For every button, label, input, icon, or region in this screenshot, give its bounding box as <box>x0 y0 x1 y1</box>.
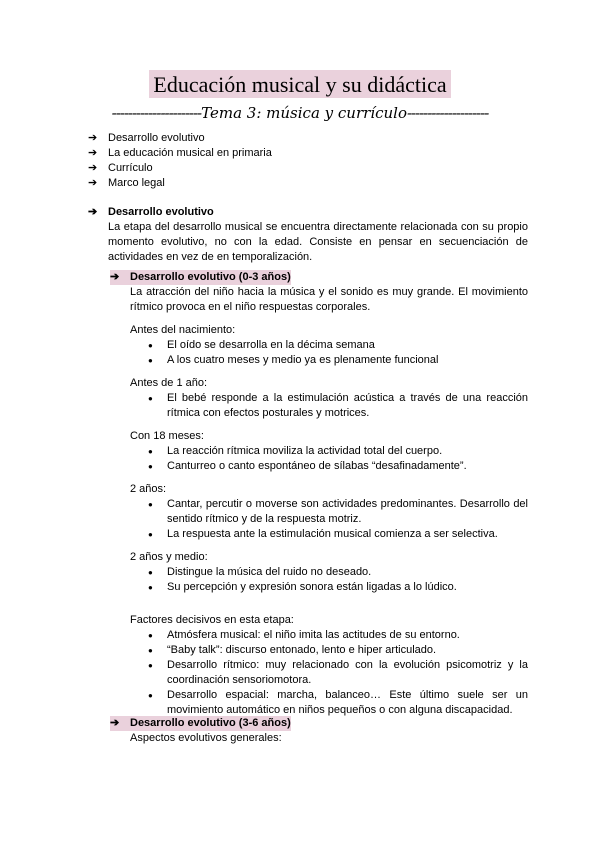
section-intro: La etapa del desarrollo musical se encuentra directamente relacionada con su propio momento evolutivo, no con la edad. Consiste en pensar en secuenciación de actividades en vez de en temporalización. <box>108 221 528 263</box>
bullet-item: ● “Baby talk”: discurso entonado, lento e hiper articulado. <box>148 643 528 658</box>
group-label: Antes de 1 año: <box>130 377 208 389</box>
bullet-item: ● Cantar, percutir o moverse son actividades predominantes. Desarrollo del sentido rítmico y de la respuesta motriz. <box>148 497 528 527</box>
bullet-list <box>148 628 528 718</box>
subsection-3-6 <box>110 716 528 746</box>
section-desarrollo-evolutivo <box>88 205 528 265</box>
toc-item <box>88 131 272 146</box>
bullet-list <box>148 497 528 542</box>
subsection-intro: Aspectos evolutivos generales: <box>130 732 282 744</box>
group-label: Con 18 meses: <box>130 430 204 442</box>
bullet-list <box>148 338 528 368</box>
toc-item <box>88 161 272 176</box>
group-label: Antes del nacimiento: <box>130 324 236 336</box>
bullet-item: ● El oído se desarrolla en la décima semana <box>148 338 528 353</box>
arrow-icon: ➔ <box>88 206 98 218</box>
document-title: Educación musical y su didáctica <box>149 70 450 98</box>
toc-item <box>88 146 272 161</box>
toc-item-label: La educación musical en primaria <box>108 147 272 159</box>
subsection-heading: Desarrollo evolutivo (3-6 años) <box>130 717 291 729</box>
bullet-list <box>148 565 528 595</box>
bullet-item: ● La respuesta ante la estimulación musical comienza a ser selectiva. <box>148 527 528 542</box>
subtitle-right-dashes: -------------------- <box>406 104 489 122</box>
bullet-item: ● Atmósfera musical: el niño imita las actitudes de su entorno. <box>148 628 528 643</box>
section-heading: Desarrollo evolutivo <box>108 206 214 218</box>
subtitle-left-dashes: ---------------------- <box>111 104 202 122</box>
bullet-item: ● Su percepción y expresión sonora están ligadas a lo lúdico. <box>148 580 528 595</box>
arrow-icon: ➔ <box>110 271 120 283</box>
bullet-item: ● Canturreo o canto espontáneo de sílabas “desafinadamente”. <box>148 459 528 474</box>
subtitle-text: Tema 3: música y currículo <box>201 104 407 122</box>
toc-item-label: Currículo <box>108 162 153 174</box>
arrow-icon: ➔ <box>88 162 98 174</box>
bullet-item: ● Distingue la música del ruido no deseado. <box>148 565 528 580</box>
subsection-heading-row <box>110 716 528 731</box>
toc-item-label: Marco legal <box>108 177 165 189</box>
table-of-contents <box>88 131 272 191</box>
group-label: 2 años y medio: <box>130 551 208 563</box>
group-label: Factores decisivos en esta etapa: <box>130 614 294 626</box>
arrow-icon: ➔ <box>88 177 98 189</box>
subsection-body <box>130 285 528 718</box>
bullet-list <box>148 391 528 421</box>
subsection-0-3 <box>110 270 528 718</box>
subsection-heading-highlight <box>110 270 291 285</box>
toc-item-label: Desarrollo evolutivo <box>108 132 205 144</box>
bullet-item: ● Desarrollo rítmico: muy relacionado con la evolución psicomotriz y la coordinación sensoriomotora. <box>148 658 528 688</box>
subsection-heading-highlight <box>110 716 291 731</box>
document-title-wrap <box>0 70 600 98</box>
toc-item <box>88 176 272 191</box>
arrow-icon: ➔ <box>88 147 98 159</box>
bullet-item: ● El bebé responde a la estimulación acústica a través de una reacción rítmica con efectos posturales y motrices. <box>148 391 528 421</box>
bullet-list <box>148 444 528 474</box>
subsection-intro: La atracción del niño hacia la música y el sonido es muy grande. El movimiento rítmico provoca en el niño respuestas corporales. <box>130 286 528 313</box>
subsection-heading-row <box>110 270 528 285</box>
topic-subtitle <box>0 104 600 122</box>
section-heading-row <box>88 205 528 220</box>
arrow-icon: ➔ <box>110 717 120 729</box>
bullet-item: ● La reacción rítmica moviliza la actividad total del cuerpo. <box>148 444 528 459</box>
bullet-item: ● A los cuatro meses y medio ya es plenamente funcional <box>148 353 528 368</box>
bullet-item: ● Desarrollo espacial: marcha, balanceo… Este último suele ser un movimiento automático en niños pequeños o con alguna discapacidad. <box>148 688 528 718</box>
subsection-heading: Desarrollo evolutivo (0-3 años) <box>130 271 291 283</box>
arrow-icon: ➔ <box>88 132 98 144</box>
group-label: 2 años: <box>130 483 167 495</box>
